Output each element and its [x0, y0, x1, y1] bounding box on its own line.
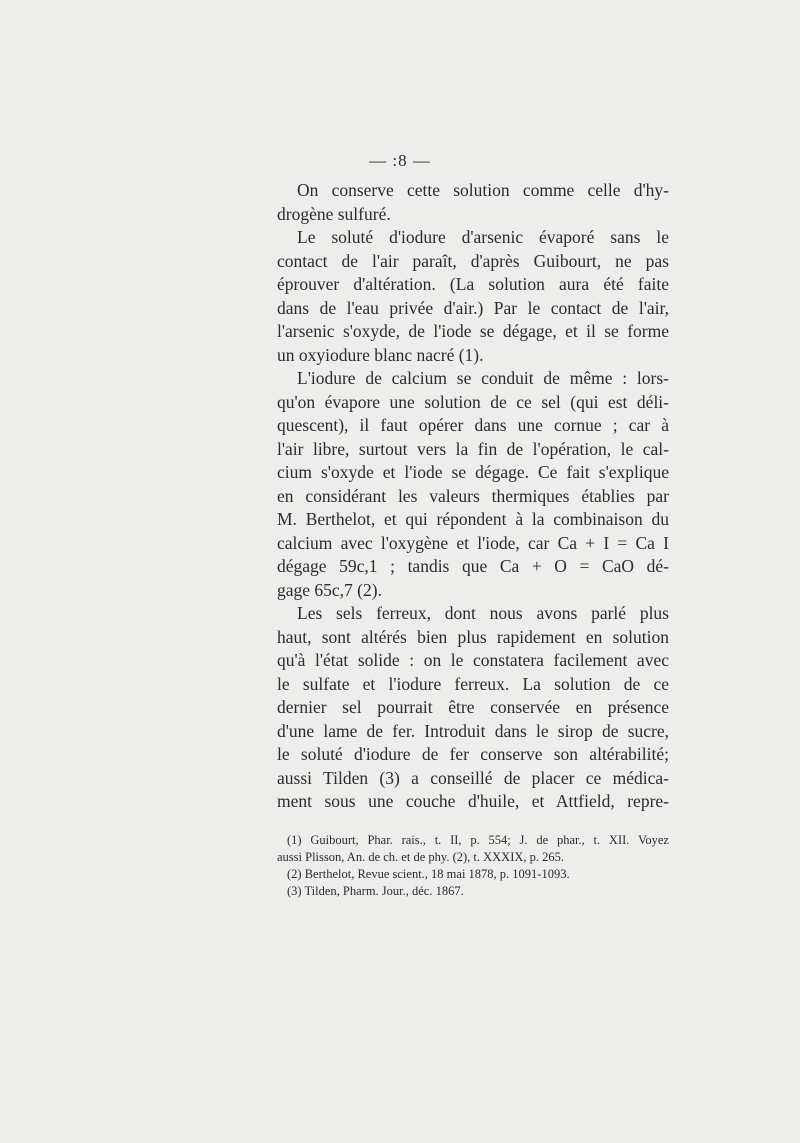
- body-text: [277, 179, 669, 814]
- text-line: le sulfate et l'iodure ferreux. La solution de ce: [277, 673, 669, 694]
- text-line: calcium avec l'oxygène et l'iode, car Ca + I = Ca I: [277, 532, 669, 553]
- text-line: dégage 59c,1 ; tandis que Ca + O = CaO dé-: [277, 556, 669, 576]
- text-line: d'une lame de fer. Introduit dans le sirop de sucre,: [277, 720, 669, 741]
- text-line: l'arsenic s'oxyde, de l'iode se dégage, et il se forme: [277, 321, 669, 341]
- text-line: M. Berthelot, et qui répondent à la combinaison du: [277, 509, 669, 529]
- footnote-line: (2) Berthelot, Revue scient., 18 mai 1878, p. 1091-1093.: [287, 867, 570, 881]
- text-line: éprouver d'altération. (La solution aura été faite: [277, 274, 669, 294]
- text-line: ment sous une couche d'huile, et Attfield, repre-: [277, 791, 669, 811]
- footnotes: [277, 832, 669, 900]
- text-line: cium s'oxyde et l'iode se dégage. Ce fait s'explique: [277, 462, 669, 482]
- text-line: Le soluté d'iodure d'arsenic évaporé sans le: [297, 227, 669, 247]
- text-line: l'air libre, surtout vers la fin de l'opération, le cal-: [277, 438, 669, 459]
- text-line: On conserve cette solution comme celle d'hy-: [297, 180, 669, 200]
- text-line: Les sels ferreux, dont nous avons parlé plus: [297, 603, 669, 623]
- text-line: le soluté d'iodure de fer conserve son altérabilité;: [277, 744, 669, 764]
- text-line: qu'on évapore une solution de ce sel (qui est déli-: [277, 391, 669, 412]
- text-line: gage 65c,7 (2).: [277, 579, 382, 600]
- footnote-line: aussi Plisson, An. de ch. et de phy. (2), t. XXXIX, p. 265.: [277, 850, 565, 864]
- text-line: haut, sont altérés bien plus rapidement en solution: [277, 626, 669, 647]
- footnote-line: (3) Tilden, Pharm. Jour., déc. 1867.: [287, 884, 464, 898]
- text-line: L'iodure de calcium se conduit de même : lors-: [297, 368, 669, 388]
- text-line: aussi Tilden (3) a conseillé de placer ce médica-: [277, 767, 669, 788]
- page-number: — :8 —: [369, 151, 431, 170]
- footnote-line: (1) Guibourt, Phar. rais., t. II, p. 554; J. de phar., t. XII. Voyez: [287, 833, 669, 847]
- text-line: drogène sulfuré.: [277, 203, 391, 224]
- text-line: dernier sel pourrait être conservée en présence: [277, 697, 669, 717]
- text-line: dans de l'eau privée d'air.) Par le contact de l'air,: [277, 297, 669, 318]
- text-line: un oxyiodure blanc nacré (1).: [277, 344, 484, 365]
- text-line: en considérant les valeurs thermiques établies par: [277, 485, 669, 506]
- text-line: contact de l'air paraît, d'après Guibourt, ne pas: [277, 250, 669, 271]
- text-line: quescent), il faut opérer dans une cornue ; car à: [277, 415, 669, 435]
- text-line: qu'à l'état solide : on le constatera facilement avec: [277, 650, 669, 670]
